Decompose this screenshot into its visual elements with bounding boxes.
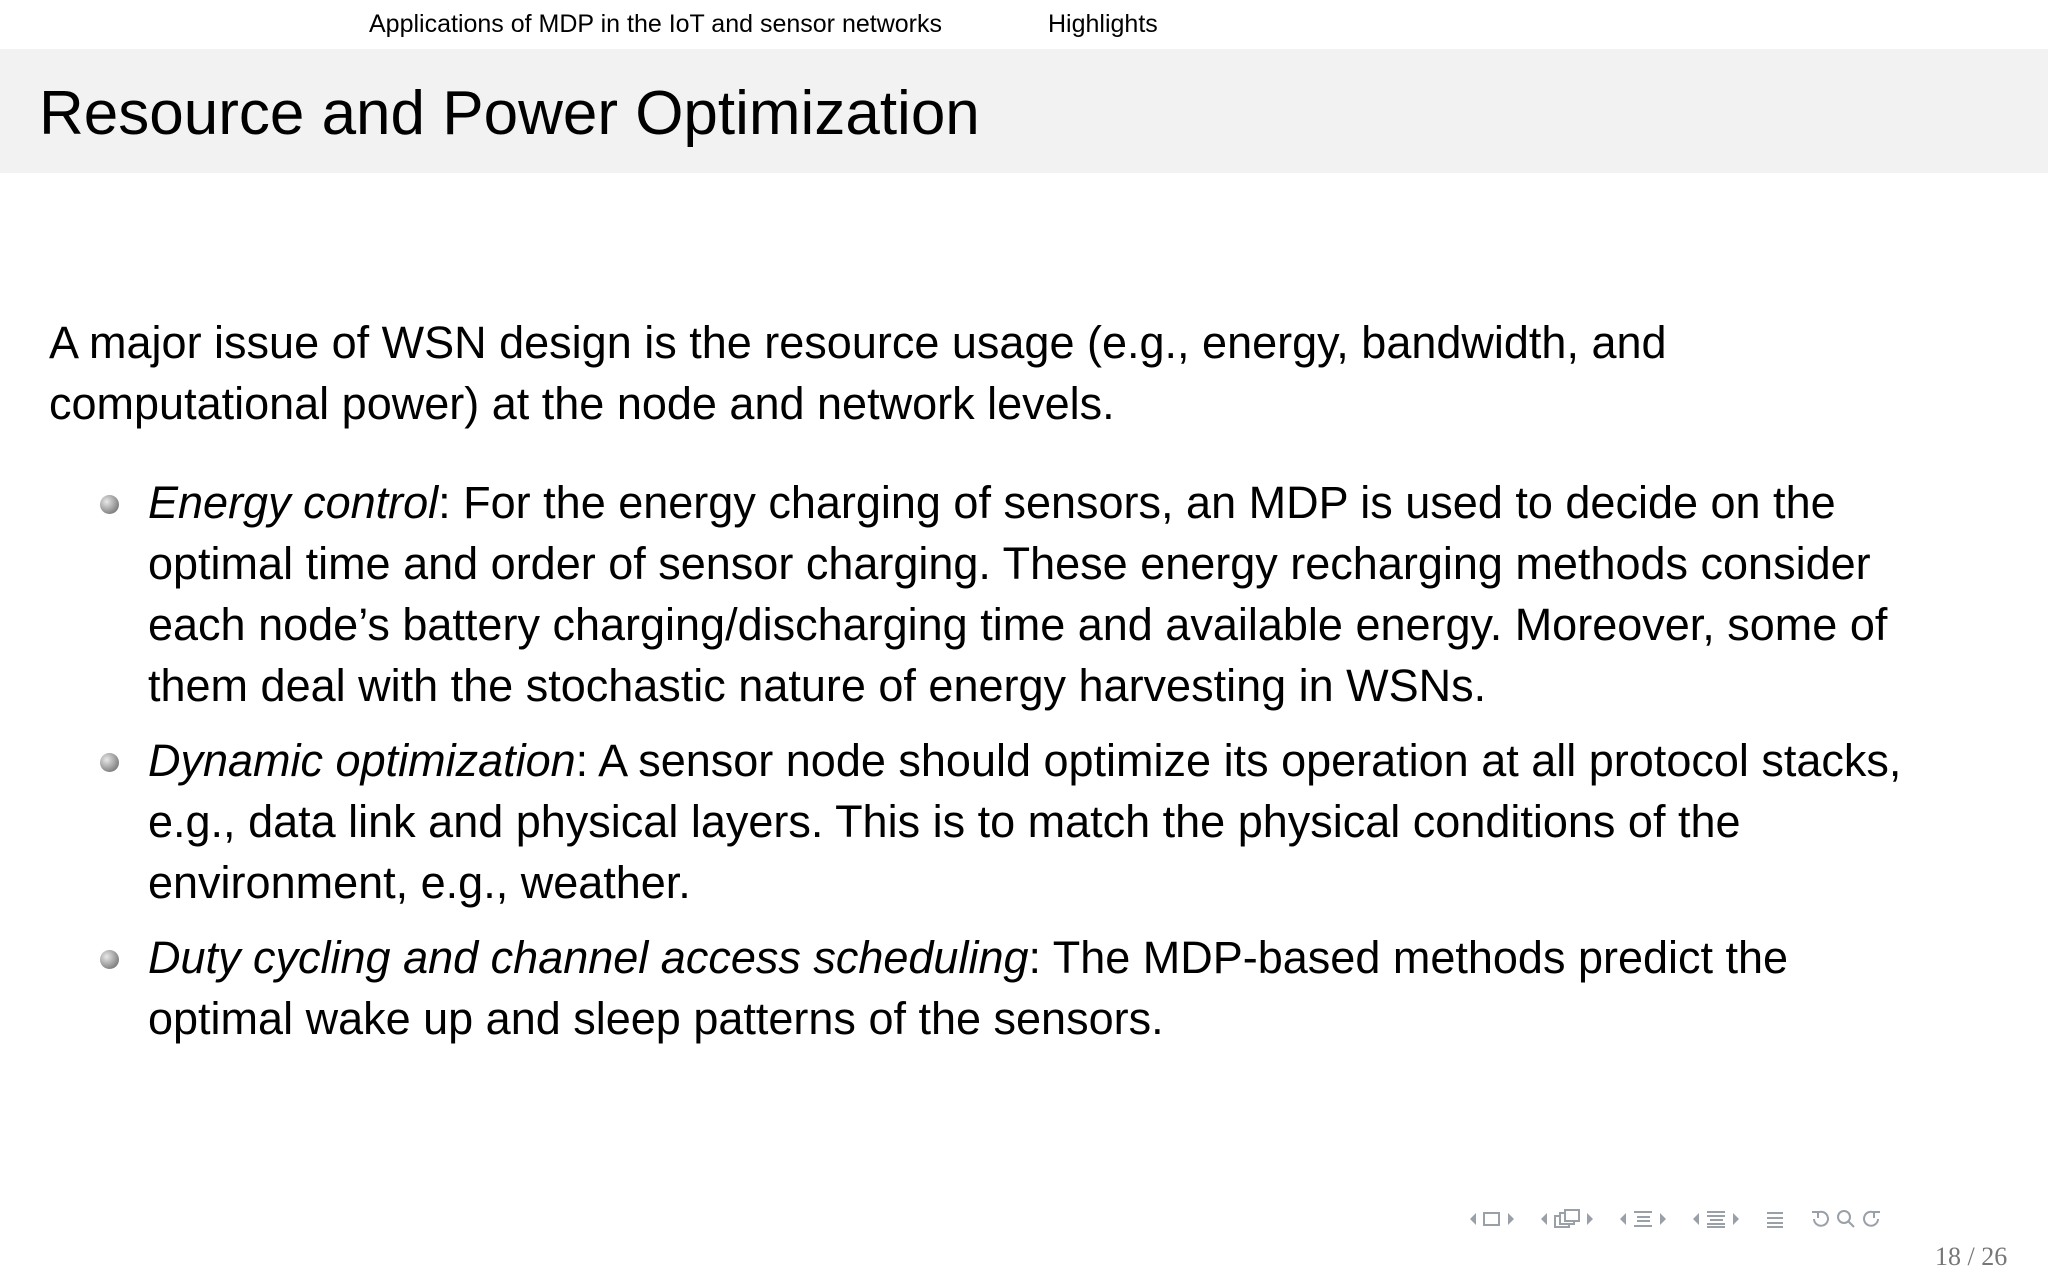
bullet-first-line	[148, 730, 2009, 791]
bullet-continuation-line: each node’s battery charging/discharging time and available energy. Moreover, some of	[148, 599, 1888, 650]
bullet-ball-icon	[100, 753, 119, 772]
search-navigation	[1809, 1208, 1883, 1230]
arrow-right-icon[interactable]	[1585, 1211, 1595, 1227]
bullet-item-dynamic-optimization	[49, 730, 2009, 913]
arrow-left-icon[interactable]	[1539, 1211, 1549, 1227]
bullet-item-energy-control	[49, 472, 2009, 716]
frame-title-bar	[0, 49, 2048, 173]
bullet-list	[49, 472, 2009, 1049]
arrow-left-icon[interactable]	[1618, 1211, 1628, 1227]
section-icon[interactable]	[1705, 1209, 1727, 1229]
bullet-item-duty-cycling	[49, 927, 2009, 1049]
frame-title: Resource and Power Optimization	[39, 79, 980, 148]
slide-body	[49, 312, 2009, 1063]
arrow-left-icon[interactable]	[1468, 1211, 1478, 1227]
arrow-left-icon[interactable]	[1691, 1211, 1701, 1227]
undo-icon[interactable]	[1809, 1208, 1831, 1230]
intro-paragraph	[49, 312, 2009, 434]
headline-bar	[0, 0, 2048, 49]
bullet-text: : A sensor node should optimize its operation at all protocol stacks,	[575, 735, 1902, 786]
search-icon[interactable]	[1835, 1208, 1857, 1230]
headline-subsection-link[interactable]: Highlights	[1048, 10, 1158, 38]
section-navigation	[1691, 1209, 1741, 1229]
bullet-continuation-line: optimal wake up and sleep patterns of the sensors.	[148, 993, 1164, 1044]
subsection-icon[interactable]	[1632, 1209, 1654, 1229]
bullet-term: Duty cycling and channel access scheduling	[148, 932, 1029, 983]
bullet-first-line	[148, 927, 2009, 988]
arrow-right-icon[interactable]	[1506, 1211, 1516, 1227]
bullet-first-line	[148, 472, 2009, 533]
headline-section-link[interactable]: Applications of MDP in the IoT and sensor networks	[369, 10, 942, 38]
redo-icon[interactable]	[1861, 1208, 1883, 1230]
subsection-navigation	[1618, 1209, 1668, 1229]
frame-icon[interactable]	[1482, 1210, 1502, 1228]
bullet-term: Dynamic optimization	[148, 735, 576, 786]
document-icon[interactable]	[1764, 1209, 1786, 1229]
bullet-continuation-line: them deal with the stochastic nature of energy harvesting in WSNs.	[148, 660, 1487, 711]
bullet-continuation-line: environment, e.g., weather.	[148, 857, 691, 908]
intro-line: A major issue of WSN design is the resource usage (e.g., energy, bandwidth, and	[49, 317, 1667, 368]
bullet-continuation-line: optimal time and order of sensor charging. These energy recharging methods consider	[148, 538, 1871, 589]
arrow-right-icon[interactable]	[1658, 1211, 1668, 1227]
frame-navigation	[1468, 1210, 1516, 1228]
document-navigation	[1764, 1209, 1786, 1229]
intro-line: computational power) at the node and network levels.	[49, 378, 1115, 429]
arrow-right-icon[interactable]	[1731, 1211, 1741, 1227]
bullet-text: : For the energy charging of sensors, an MDP is used to decide on the	[438, 477, 1836, 528]
bullet-ball-icon	[100, 495, 119, 514]
page-number: 18 / 26	[1935, 1242, 2008, 1271]
slides-icon[interactable]	[1553, 1208, 1581, 1230]
bullet-text: : The MDP-based methods predict the	[1028, 932, 1789, 983]
bullet-term: Energy control	[148, 477, 439, 528]
beamer-navigation-symbols	[1468, 1204, 1901, 1234]
bullet-continuation-line: e.g., data link and physical layers. This is to match the physical conditions of the	[148, 796, 1741, 847]
bullet-ball-icon	[100, 950, 119, 969]
slides-navigation	[1539, 1208, 1595, 1230]
